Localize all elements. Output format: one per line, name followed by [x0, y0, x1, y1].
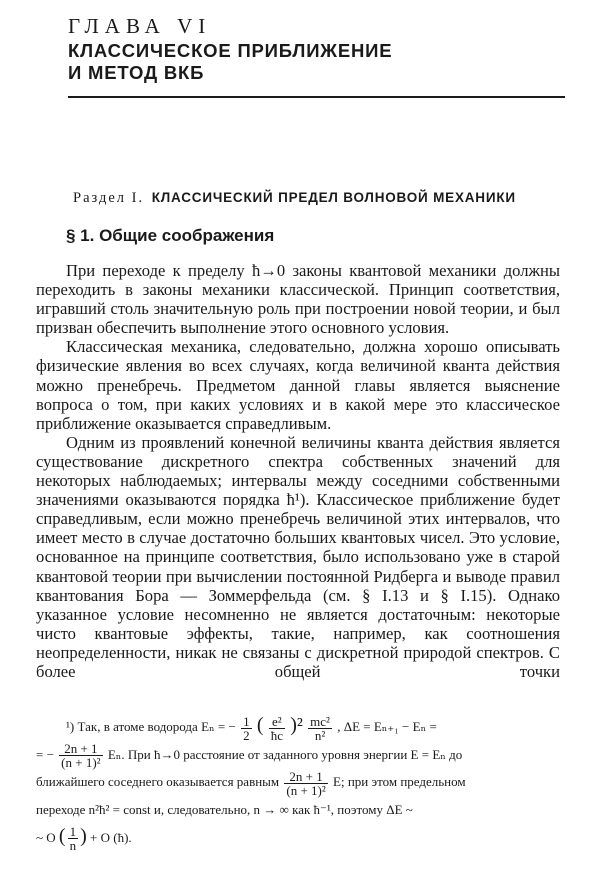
paragraph-3: Одним из проявлений конечной величины кванта действия является существование дискретного спектра собственных значений для некоторых наблюдаемых; интервалы между соседними собственными значениями оказываются порядка ħ¹). Классическое приближение будет справедливым, если можно пренебречь величиной этих интервалов, что имеет место в случае достаточно больших квантовых чисел. Это условие, основанное на принципе соответствия, было использовано уже в старой квантовой теории при вычислении постоянной Ридберга и выводе правил квантования Бора — Зоммерфельда (см. § I.13 и § I.15). Однако указанное условие несомненно не является достаточным: некоторые чисто квантовые эффекты, такие, например, как соотношения неопределенности, никак не связаны с дискретной природой спектров. С более общей точки — [36, 432, 560, 681]
body-text — [36, 261, 560, 681]
footnote-line-5: ~ O ( $\frac{1}{n}$ ) + O (ħ). — [36, 824, 132, 854]
section-prefix: Раздел I. — [73, 190, 145, 206]
paren-close: )² — [290, 714, 303, 736]
fraction-e2-hc: $\frac{\text{e²}}{ħc}$ — [270, 713, 284, 743]
fraction-2n1: $\frac{2n + 1}{\text{(n + 1)²}}$ — [61, 741, 101, 771]
footnote-marker: ¹) — [66, 719, 75, 734]
chapter-title-line-2: И МЕТОД ВКБ — [68, 62, 205, 83]
chapter-title-line-1: КЛАССИЧЕСКОЕ ПРИБЛИЖЕНИЕ — [68, 40, 393, 61]
section-title: КЛАССИЧЕСКИЙ ПРЕДЕЛ ВОЛНОВОЙ МЕХАНИКИ — [151, 190, 516, 205]
energy-formula-lhs: Eₙ = − — [201, 719, 236, 734]
chapter-title — [68, 40, 392, 84]
fraction-2n1-b: $\frac{2n + 1}{\text{(n + 1)²}}$ — [286, 768, 326, 798]
paren-open: ( — [256, 714, 264, 736]
fraction-1-n: $\frac{1}{n}$ — [69, 824, 77, 854]
footnote-line-2: = − $\frac{2n + 1}{\text{(n + 1)²}}$ Eₙ. При ħ→0 расстояние от заданного уровня энергии E = Eₙ до — [36, 741, 463, 771]
footnote-line-1 — [36, 712, 560, 742]
fraction-half: $\frac{1}{2}$ — [243, 713, 250, 743]
chapter-label: ГЛАВА VI — [68, 14, 212, 38]
footnote-intro: Так, в атоме водорода — [77, 719, 198, 734]
footnote-line-3: ближайшего соседнего оказывается равным $\frac{2n + 1}{\text{(n + 1)²}}$ E; при этом предельном — [36, 768, 466, 798]
fraction-mc2-n2: $\frac{\text{mc²}}{\text{n²}}$ — [310, 713, 330, 743]
paragraph-1: При переходе к пределу ħ→0 законы квантовой механики должны переходить в законы механики классической. Принцип соответствия, игравший столь значительную роль при построении новой теории, и был призван обеспечить выполнение этого основного условия. — [36, 261, 560, 338]
chapter-divider — [68, 96, 565, 98]
section-heading — [73, 190, 516, 207]
delta-formula: , ΔE = Eₙ₊₁ − Eₙ = — [337, 719, 437, 734]
subsection-title: § 1. Общие соображения — [66, 226, 275, 245]
footnote — [36, 712, 560, 852]
footnote-line-4: переходе n²ħ² = const и, следовательно, n → ∞ как ħ⁻¹, поэтому ΔE ~ — [36, 801, 413, 817]
paragraph-2: Классическая механика, следовательно, должна хорошо описывать физические явления во всех случаях, когда величиной кванта действия можно пренебречь. Предметом данной главы является выяснение вопроса о том, при каких условиях и в какой мере это классическое приближение оказывается справедливым. — [36, 337, 560, 433]
